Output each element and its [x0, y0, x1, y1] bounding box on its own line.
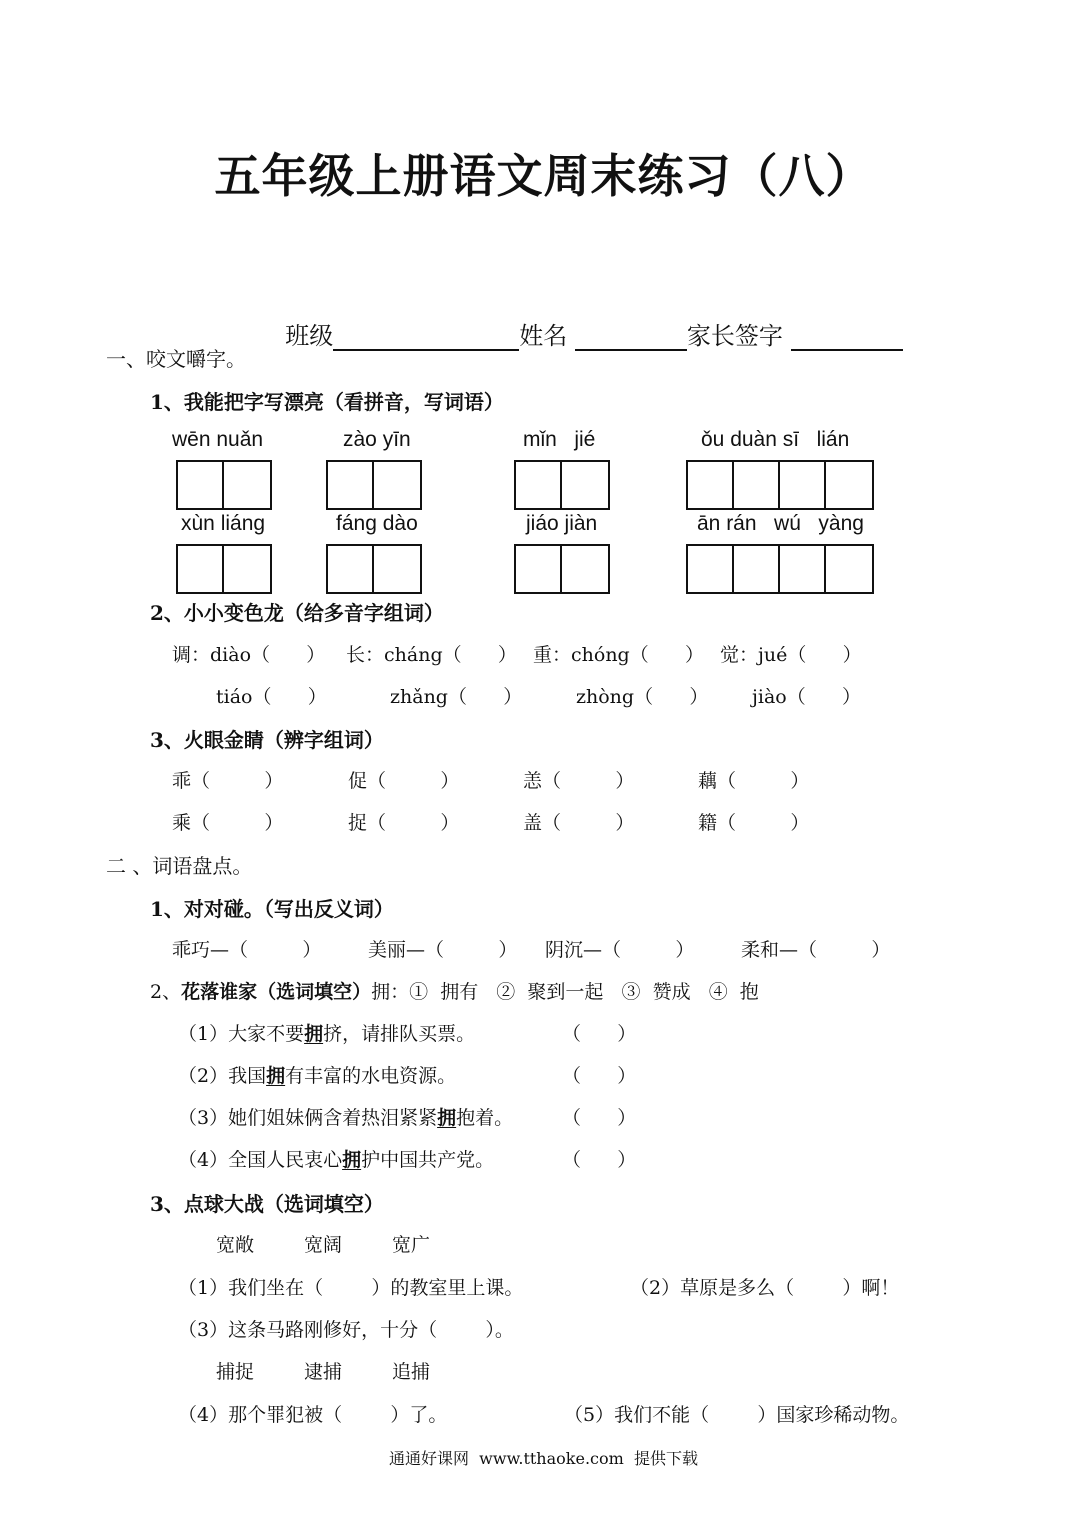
sentence-text: 护中国共产党。 — [361, 1149, 495, 1171]
sentence-item — [178, 1019, 475, 1046]
char-item[interactable]: 藕（ ） — [698, 770, 810, 792]
pinyin-label: wēn nuǎn — [172, 428, 264, 451]
fill-sentence[interactable]: （3）这条马路刚修好，十分（ ）。 — [178, 1319, 514, 1341]
class-field[interactable] — [333, 323, 519, 351]
polyphone-item[interactable]: 调：diào（ ） — [172, 644, 326, 666]
fill-sentence[interactable]: （2）草原是多么（ ）啊！ — [630, 1277, 900, 1299]
sentence-item — [178, 1145, 494, 1172]
char-item[interactable]: 恙（ ） — [523, 770, 635, 792]
sentence-item — [178, 1061, 456, 1088]
word-option: 宽敞 — [216, 1234, 255, 1256]
polyphone-item[interactable]: 觉：jué（ ） — [720, 644, 862, 666]
writing-grid[interactable] — [176, 544, 272, 594]
answer-blank[interactable]: （ ） — [562, 1023, 637, 1045]
writing-grid[interactable] — [514, 544, 610, 594]
class-label: 班级 — [285, 322, 334, 350]
name-field[interactable] — [575, 323, 687, 351]
writing-grid[interactable] — [686, 544, 874, 594]
writing-grid[interactable] — [686, 460, 874, 510]
writing-grid[interactable] — [176, 460, 272, 510]
q3-heading: 3、点球大战（选词填空） — [150, 1192, 384, 1216]
word-option: 逮捕 — [304, 1361, 343, 1383]
section1-heading: 一、咬文嚼字。 — [106, 347, 246, 371]
polyphone-item[interactable]: 重：chóng（ ） — [533, 644, 704, 666]
sentence-item — [178, 1103, 513, 1130]
pinyin-label: jiáo jiàn — [526, 512, 598, 535]
sentence-text: （2）我国 — [178, 1065, 267, 1087]
char-item[interactable]: 盖（ ） — [523, 812, 635, 834]
info-line — [270, 288, 903, 351]
sentence-text: 挤，请排队买票。 — [323, 1023, 476, 1045]
footer-source: 通通好课网 www.tthaoke.com 提供下载 — [389, 1449, 698, 1468]
pinyin-label: zào yīn — [343, 428, 411, 451]
pinyin-label: fáng dào — [336, 512, 418, 535]
q1-heading: 1、对对碰。（写出反义词） — [150, 897, 394, 921]
sentence-text: 抱着。 — [456, 1107, 514, 1129]
antonym-item[interactable]: 柔和—（ ） — [741, 939, 891, 961]
char-item[interactable]: 乘（ ） — [172, 812, 284, 834]
word-option: 捕捉 — [216, 1361, 255, 1383]
section2-heading: 二 、词语盘点。 — [106, 854, 253, 878]
antonym-item[interactable]: 阴沉—（ ） — [545, 939, 695, 961]
pinyin-label: xùn liáng — [181, 512, 266, 535]
parent-sign-field[interactable] — [791, 323, 903, 351]
q2-options: 拥：① 拥有 ② 聚到一起 ③ 赞成 ④ 抱 — [371, 981, 759, 1003]
word-option: 宽广 — [392, 1234, 431, 1256]
parent-sign-label: 家长签字 — [686, 322, 783, 350]
answer-blank[interactable]: （ ） — [562, 1107, 637, 1129]
antonym-item[interactable]: 乖巧—（ ） — [172, 939, 322, 961]
fill-sentence[interactable]: （1）我们坐在（ ）的教室里上课。 — [178, 1277, 524, 1299]
sentence-text: （3）她们姐妹俩含着热泪紧紧 — [178, 1107, 438, 1129]
key-char: 拥 — [266, 1065, 286, 1087]
word-option: 宽阔 — [304, 1234, 343, 1256]
key-char: 拥 — [304, 1023, 324, 1045]
char-item[interactable]: 促（ ） — [348, 770, 460, 792]
pinyin-label: ān rán wú yàng — [697, 512, 864, 535]
answer-blank[interactable]: （ ） — [562, 1149, 637, 1171]
char-item[interactable]: 籍（ ） — [698, 812, 810, 834]
writing-grid[interactable] — [514, 460, 610, 510]
fill-sentence[interactable]: （4）那个罪犯被（ ）了。 — [178, 1404, 448, 1426]
antonym-item[interactable]: 美丽—（ ） — [368, 939, 518, 961]
sentence-text: （4）全国人民衷心 — [178, 1149, 343, 1171]
polyphone-item[interactable]: 长：cháng（ ） — [346, 644, 517, 666]
key-char: 拥 — [342, 1149, 362, 1171]
fill-sentence[interactable]: （5）我们不能（ ）国家珍稀动物。 — [564, 1404, 910, 1426]
polyphone-item[interactable]: jiào（ ） — [752, 686, 861, 708]
answer-blank[interactable]: （ ） — [562, 1065, 637, 1087]
q3-heading: 3、火眼金睛（辨字组词） — [150, 728, 384, 752]
writing-grid[interactable] — [326, 460, 422, 510]
polyphone-item[interactable]: tiáo（ ） — [216, 686, 327, 708]
q2-number: 2、 — [150, 981, 182, 1003]
q2-heading: 花落谁家（选词填空） — [181, 981, 372, 1003]
writing-grid[interactable] — [326, 544, 422, 594]
polyphone-item[interactable]: zhòng（ ） — [576, 686, 709, 708]
q2-line — [150, 977, 759, 1004]
key-char: 拥 — [437, 1107, 457, 1129]
name-label: 姓名 — [519, 322, 568, 350]
sentence-text: （1）大家不要 — [178, 1023, 305, 1045]
q2-heading: 2、小小变色龙（给多音字组词） — [150, 601, 444, 625]
pinyin-label: ǒu duàn sī lián — [701, 428, 850, 451]
pinyin-label: mǐn jié — [523, 428, 596, 451]
char-item[interactable]: 乖（ ） — [172, 770, 284, 792]
page-title: 五年级上册语文周末练习（八） — [214, 149, 873, 203]
polyphone-item[interactable]: zhǎng（ ） — [390, 686, 523, 708]
char-item[interactable]: 捉（ ） — [348, 812, 460, 834]
word-option: 追捕 — [392, 1361, 431, 1383]
sentence-text: 有丰富的水电资源。 — [285, 1065, 457, 1087]
q1-heading: 1、我能把字写漂亮（看拼音，写词语） — [150, 390, 504, 414]
